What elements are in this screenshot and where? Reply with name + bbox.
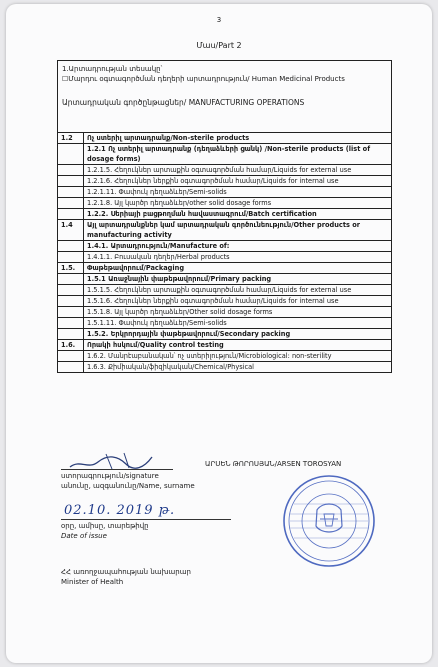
signature-label: ստորագրություն/signature — [61, 472, 159, 480]
table-row — [58, 209, 392, 220]
table-row — [58, 263, 392, 274]
row-text: 1.5.1.6. Հեղուկներ ներքին օգտագործման համար/Liquids for internal use — [84, 296, 392, 307]
table-row — [58, 165, 392, 176]
row-number — [58, 362, 84, 373]
row-text: 1.2.1.8. Այլ կարծր դեղաձևեր/other solid dosage forms — [84, 198, 392, 209]
row-text: 1.6.3. Քիմիական/ֆիզիկական/Chemical/Physical — [84, 362, 392, 373]
document-page — [6, 4, 432, 663]
row-text: 1.6.2. Մանրէաբանական՝ ոչ ստերիլություն/Microbiological: non-sterility — [84, 351, 392, 362]
date-line — [61, 519, 231, 520]
row-number — [58, 285, 84, 296]
production-type-label: 1.Արտադրության տեսակը՝ — [62, 65, 163, 73]
table-row — [58, 241, 392, 252]
row-text: 1.2.1.11. Փափուկ դեղաձևեր/Semi-solids — [84, 187, 392, 198]
row-number — [58, 318, 84, 329]
row-text: 1.2.1.6. Հեղուկներ ներքին օգտագործման համար/Liquids for internal use — [84, 176, 392, 187]
row-text: 1.5.1.8. Այլ կարծր դեղաձևեր/Other solid dosage forms — [84, 307, 392, 318]
row-number — [58, 176, 84, 187]
row-number — [58, 274, 84, 285]
signature-line — [61, 469, 173, 470]
minister-name: ԱՐՍԵՆ ԹՈՐՈՍՅԱՆ/ARSEN TOROSYAN — [205, 460, 342, 468]
table-row — [58, 176, 392, 187]
date-label-en: Date of issue — [61, 532, 107, 540]
page-number: 3 — [216, 16, 222, 24]
row-number: 1.6. — [58, 340, 84, 351]
table-row — [58, 220, 392, 241]
row-text: Այլ արտադրանքներ կամ արտադրական գործունեություն/Other products or manufacturing activity — [84, 220, 392, 241]
human-medicinal-products-option: ☐Մարդու օգտագործման դեղերի արտադրություն/ Human Medicinal Products — [62, 75, 345, 83]
row-number — [58, 252, 84, 263]
production-type-header — [57, 60, 392, 132]
table-row — [58, 351, 392, 362]
row-text: 1.5.1.11. Փափուկ դեղաձևեր/Semi-solids — [84, 318, 392, 329]
table-row — [58, 133, 392, 144]
row-number: 1.5. — [58, 263, 84, 274]
row-number — [58, 187, 84, 198]
table-row — [58, 340, 392, 351]
row-number — [58, 329, 84, 340]
row-number: 1.4 — [58, 220, 84, 241]
row-number — [58, 307, 84, 318]
table-row — [58, 198, 392, 209]
row-text: 1.4.1. Արտադրություն/Manufacture of: — [84, 241, 392, 252]
row-text: 1.5.2. Երկրորդային փաթեթավորում/Secondary packing — [84, 329, 392, 340]
operations-table — [57, 132, 392, 373]
date-label-am: օրը, ամիսը, տարեթիվը — [61, 522, 149, 530]
issue-date: 02.10. 2019 թ. — [64, 503, 176, 518]
row-number — [58, 144, 84, 165]
table-row — [58, 285, 392, 296]
row-text: 1.2.1 Ոչ ստերիլ արտադրանք (դեղաձևերի ցանկ) /Non-sterile products (list of dosage forms) — [84, 144, 392, 165]
row-number — [58, 165, 84, 176]
table-row — [58, 187, 392, 198]
table-row — [58, 144, 392, 165]
row-text: 1.5.1.5. Հեղուկներ արտաքին օգտագործման համար/Liquids for external use — [84, 285, 392, 296]
table-row — [58, 296, 392, 307]
minister-label-en: Minister of Health — [61, 578, 124, 586]
official-seal — [282, 474, 376, 568]
row-text: 1.2.1.5. Հեղուկներ արտաքին օգտագործման համար/Liquids for external use — [84, 165, 392, 176]
table-row — [58, 274, 392, 285]
table-row — [58, 329, 392, 340]
row-text: Փաթեթավորում/Packaging — [84, 263, 392, 274]
minister-label-am: ՀՀ առողջապահության նախարար — [61, 568, 191, 576]
row-number — [58, 209, 84, 220]
row-number — [58, 296, 84, 307]
row-number — [58, 351, 84, 362]
part-label: Մաս/Part 2 — [196, 41, 242, 50]
row-text: Ոչ ստերիլ արտադրանք/Non-sterile products — [84, 133, 392, 144]
table-row — [58, 307, 392, 318]
row-number: 1.2 — [58, 133, 84, 144]
table-row — [58, 318, 392, 329]
row-number — [58, 198, 84, 209]
row-number — [58, 241, 84, 252]
row-text: 1.4.1.1. Բուսական դեղեր/Herbal products — [84, 252, 392, 263]
name-surname-label: անունը, ազգանունը/Name, surname — [61, 482, 195, 490]
manufacturing-operations-title: Արտադրական գործընթացներ/ MANUFACTURING OPERATIONS — [62, 98, 305, 107]
row-text: 1.5.1 Առաջնային փաթեթավորում/Primary packing — [84, 274, 392, 285]
table-row — [58, 362, 392, 373]
row-text: 1.2.2. Սերիայի բացթողման հավաստագրում/Batch certification — [84, 209, 392, 220]
table-row — [58, 252, 392, 263]
row-text: Որակի հսկում/Quality control testing — [84, 340, 392, 351]
